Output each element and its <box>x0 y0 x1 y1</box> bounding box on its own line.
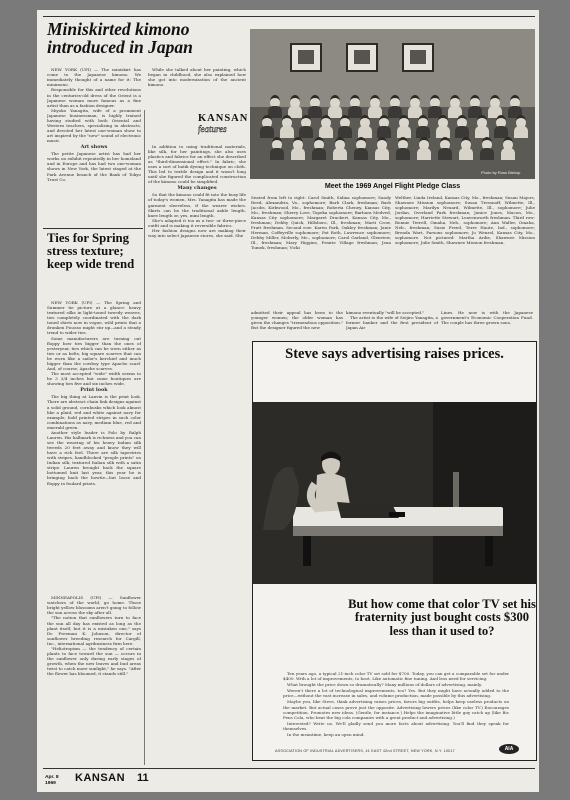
ad-photo <box>253 402 536 584</box>
paragraph: "The notion that sunflowers turn to face the sun all day has existed as long as the plant itself, but it is a mistaken one," says Dr. Freeman K. Johnson, director of sunflower breeding research for Cargill, Inc., international agribusiness firm here. <box>47 615 141 646</box>
paragraph: So that the kimono could fit into the busy life of today's women, Mrs. Yanagita has made the garment sleeveless, if the wearer wishes. Skirts can be the traditional ankle length, knee length or, yes, mini length. <box>148 192 246 218</box>
paragraph: Her fashion designs now are making their way into select Japanese stores, she said. She <box>148 228 246 239</box>
ad-paragraph: Weren't there a lot of technological improvements, too? Yes. But they might have actually added to the price—without the vast increase in sales, and volume production, made possible by this advertising. <box>283 688 509 699</box>
bottom-rule <box>43 768 535 769</box>
paragraph: Responsible for this and other revolutions in the centuries-old dress of the Orient is a Japanese woman more famous as a fine artist than as a fashion designer. <box>47 87 141 108</box>
top-rule <box>43 16 535 17</box>
kimono-headline: Miniskirted kimono introduced in Japan <box>47 19 193 57</box>
kansan-word: KANSAN <box>198 113 249 124</box>
body <box>291 148 305 160</box>
body <box>299 126 313 138</box>
body <box>308 106 322 118</box>
paragraph: In addition to using traditional materials, like silk, for her paintings, she also uses plastics and fabrics for an effect she described as "third-dimensional effect." In fabric, she uses a sort of batik dyeing technique on cloth. This led to textile design and it wasn't long until she figured the complicated construction of the kimono could be simplified. <box>148 144 246 185</box>
paragraph: The artist is the wife of Seijiro Yanagita, a former banker and the first president of Japan Air <box>346 315 438 331</box>
section-divider <box>43 228 143 229</box>
photo-caption-left <box>251 195 391 307</box>
subhead: Print look <box>80 386 108 393</box>
photo-credit: Photo by Ross Bishop <box>481 170 521 175</box>
advertisement <box>252 341 537 761</box>
body <box>375 148 389 160</box>
paragraph: She's adapted it too as a two- or three-piece outfit and is making it reversible fabrics. <box>148 217 246 228</box>
kimono-column-3 <box>251 310 343 340</box>
paragraph: kimono eventually "will be accepted." <box>346 310 425 315</box>
issue-date <box>45 775 59 786</box>
ad-paragraph: Interested? Write us. We'll gladly send you more facts about advertising. You'll find they speak for themselves. <box>283 720 509 731</box>
column-rule <box>144 110 145 765</box>
body <box>459 148 473 160</box>
ad-paragraph: Maybe you, like Steve, think advertising raises prices, favors big outfits, helps keep useless products on the market. But actual cases prove just the opposite. Advertising lowers prices (like color TV.) Encourages competition. Promotes new ideas. (Gentle, for instance.) Helps the imaginative little guy catch up (like Bic Pens Cola, who beat the big cola companies with a great product and advertising.) <box>283 699 509 720</box>
features-word: features <box>198 124 227 134</box>
ties-headline: Ties for Spring stress texture; keep wide trend <box>47 231 135 272</box>
date-month-day: Apr. 8 <box>45 775 59 780</box>
ad-photo-illustration <box>253 402 536 584</box>
body <box>480 148 494 160</box>
pledge-class-photo <box>250 29 535 179</box>
body <box>501 148 515 160</box>
newspaper-name: KANSAN <box>75 772 126 784</box>
photo-caption-title: Meet the 1969 Angel Flight Pledge Class <box>324 182 461 190</box>
body <box>438 148 452 160</box>
ad-paragraph: In the meantime, keep an open mind. <box>287 732 365 738</box>
body <box>514 126 528 138</box>
body <box>396 148 410 160</box>
paragraph: The big thing at Lanvin is the print look. There are abstract chain link designs against a solid ground, cornhusks which look almost like a plaid, red and white against navy for example, bold printed stripes in such color combinations as navy, medium blue, red and emerald green. <box>47 394 141 430</box>
sunflower-column <box>47 595 141 767</box>
subhead: Art shows <box>80 143 108 150</box>
date-year: 1969 <box>45 780 56 786</box>
kimono-column-1 <box>47 67 141 227</box>
body <box>417 148 431 160</box>
ad-headline: Steve says advertising raises prices. <box>285 346 504 362</box>
aia-logo: AIA <box>499 744 519 754</box>
kimono-column-4 <box>346 310 438 340</box>
ad-paragraph: What brought the price down so dramatically? Many millions of dollars of advertising, mainly. <box>287 682 483 688</box>
paragraph: NEW YORK (UPI) — The miniskirt has come to the Japanese kimono. We immediately thought of a name for it: The minimono. <box>47 67 141 88</box>
kimono-column-5 <box>441 310 533 340</box>
caption-text: Seated from left to right: Carol Smith, Salina sophomore; Sandy Reed, Alexandria, Va., sophomore; Barb Clark, freshman; Barb Jacobs, Kirkwood, Mo., freshman; Roberta Cheney, Kansas City, Mo., freshman; Sherry Love, Topeka sophomore; Barbara Medved, Kansas City sophomore; Margaret Drackert, Kansas City, Mo., freshman; Debby Quick, Hillsboro, Ill., freshman; Marti Crow, Pratt freshman. Second row: Karen Park, Oakley freshman; Janie Herman, Coffeyville sophomore; Pat Roth, Lawrence sophomore; Debby Miller, Moberly, Mo., sophomore; Carol Garland, Glenview, Ill., freshman; Mary Higgins, Prairie Village freshman; Jean Tomek, freshman; Vicki <box>251 195 391 251</box>
kansan-features-logo <box>198 113 250 140</box>
body <box>354 148 368 160</box>
caption-text: Welther, Linda Ireland, Kansas City, Mo., freshman; Susan Majors, Shawnee Mission sophomore; Susan Tressnoff, Wilmette, Ill., sophomore; Marilyn Neuard, Wilmette, Ill., sophomore; Julie Jordan, Overland Park freshman; Janice Jones, Macon, Mo., sophomore; Harriette Stewart, Leavenworth freshman. Third row: Bonnie Terrell, Omaha, Neb., sophomore; Ann Waller, Omaha, Neb., freshman; Susie Freed, Terre Haute, Ind., sophomore; Brenda Wart, Parsons sophomore; Jo Wenzel, Kansas City, Mo., sophomore. Not pictured: Martha Ardie, Shawnee Mission sophomore; Julie Smith, Shawnee Mission freshman. <box>395 195 535 246</box>
photo-caption-right <box>395 195 535 307</box>
newspaper-page <box>37 10 539 792</box>
kimono-column-2b <box>148 144 246 339</box>
subhead: Many changes <box>177 184 217 191</box>
paragraph: While she talked about her painting, which began in childhood, she also explained how she got into modernization of the ancient kimono. <box>148 67 246 88</box>
body <box>312 148 326 160</box>
paragraph: MINNEAPOLIS (UPI) — Sunflower watchers of the world, go home. Those bright yellow blossoms aren't going to follow the sun across the sky after all. <box>47 595 141 616</box>
paragraph: Some manufacturers are turning out floppy bow ties bigger than the ones of yesteryear, ties which can be worn either as ties or as belts, big square scarves that can be worn like a sailor's kerchief and much bigger than the cowboy type Apache scarf. And, of course, Apache scarves. <box>47 335 141 371</box>
paragraph: NEW YORK (UPI) — The Spring and Summer tie picture at a glance: heavy textured silks in light-toned tweedy weaves, ties completely coordinated with the dark toned shirts now in vogue, wild prints that a drunken Picasso might stir up—and a steady trend to wider ties. <box>47 300 141 336</box>
body <box>260 126 274 138</box>
body <box>377 126 391 138</box>
paragraph: Another style leader is Polo by Ralph Lauren. His hallmark is richness and you can see the weaving of his heavy Indian silk tweeds 20 feet away and know they will have a rich feel. There are silk tapestries with stripes, handblocked "people prints" on Indian silk, textured Italian silk with a satin stripe. Lauren brought back the square bottomed knit last year, this year he is bringing back the bowtie—but loose and floppy in foulard prints. <box>47 430 141 486</box>
paragraph: The petite Japanese artist has had her works on exhibit repeatedly in her homeland and in Europe and has had two one-woman shows in New York, the latest staged at the Park Avenue branch of the Bank of Tokyo Trust Co. <box>47 151 141 182</box>
body <box>280 126 294 138</box>
kimono-column-2a <box>148 67 246 111</box>
body <box>328 106 342 118</box>
wall-picture <box>346 43 378 72</box>
wall-picture <box>290 43 322 72</box>
body <box>436 126 450 138</box>
paragraph: "Heliotropism — the tendency of certain plants to face toward the sun — occurs in the sunflower only during early stages of growth, when the new leaves and bud areas twist to catch more sunlight," he says. "After the flower has bloomed, it stands still." <box>47 646 141 677</box>
ties-column <box>47 300 141 592</box>
ad-question: But how come that color TV set his fraternity just bought costs $300 less than it used to? <box>348 597 536 638</box>
paragraph: Miyoko Yanagita, wife of a prominent Japanese businessman, is highly trained having studied with both Oriental and Western teachers, specializing in abstracts, and devoted her latest one-woman show to art inspired by the "new" sound of electronic music. <box>47 107 141 144</box>
body <box>319 126 333 138</box>
paragraph: admitted their appeal has been to the younger women; the older woman has given the changes "tremendous opposition." But the designer figured the new <box>251 310 343 331</box>
body <box>348 106 362 118</box>
ad-footer: ASSOCIATION OF INDUSTRIAL ADVERTISERS, 41 EAST 42nd STREET, NEW YORK, N.Y. 10017 <box>275 749 455 753</box>
paragraph: Lines. He now is with the Japanese government's Economic Cooperation Fund. The couple has three grown sons. <box>441 310 533 326</box>
ad-paragraph: Ten years ago, a typical 21-inch color TV set sold for $700. Today, you can get a comparable set for under $400. With a lot of improvements, to boot. Like automatic fine tuning. And less need for servicing. <box>283 671 509 682</box>
body <box>270 148 284 160</box>
body <box>333 148 347 160</box>
wall-picture <box>402 43 434 72</box>
paragraph: The most accepted "wide" width seems to be 3 3/4 inches but some boutiques are showing ties five and six inches wide. <box>47 371 141 387</box>
ad-body <box>283 671 509 738</box>
page-number: 11 <box>137 772 149 784</box>
